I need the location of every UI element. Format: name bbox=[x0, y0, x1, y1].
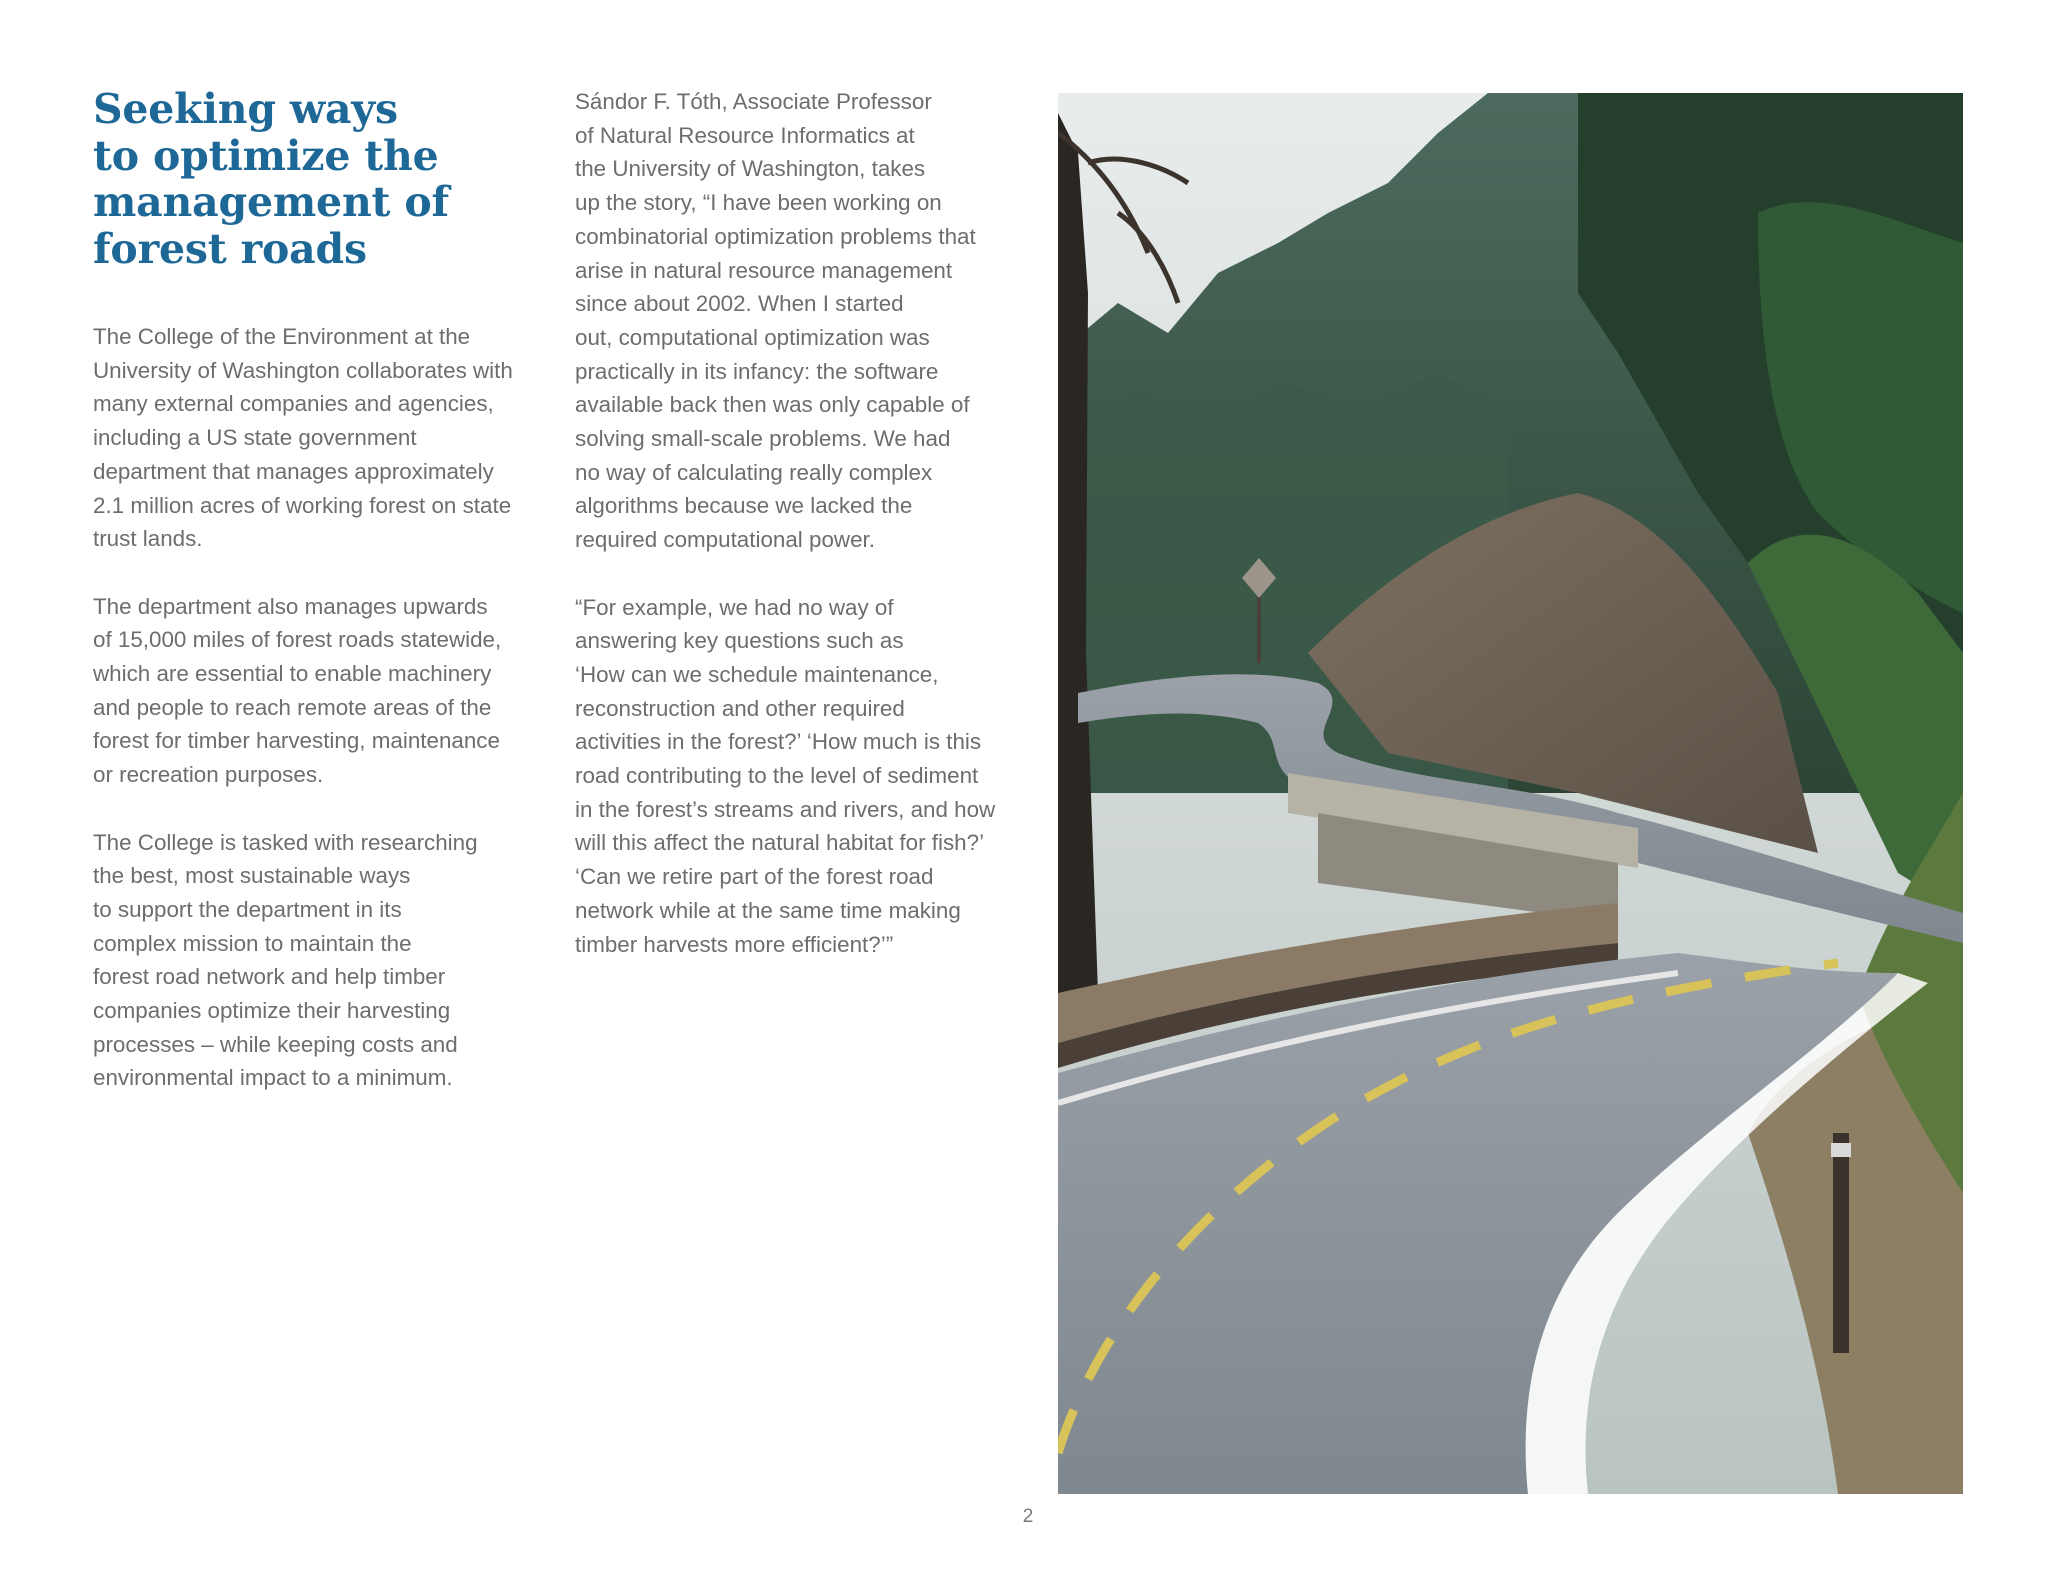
paragraph-line: required computational power. bbox=[575, 527, 875, 553]
body-paragraph bbox=[93, 826, 533, 1096]
paragraph-line: forest for timber harvesting, maintenance bbox=[93, 728, 500, 754]
paragraph-line: and people to reach remote areas of the bbox=[93, 694, 492, 720]
forest-road-photo-icon bbox=[1058, 93, 1963, 1494]
paragraph-line: since about 2002. When I started bbox=[575, 291, 904, 317]
paragraph-line: The College of the Environment at the bbox=[93, 324, 471, 349]
paragraph-line: timber harvests more efficient?’” bbox=[575, 931, 894, 957]
body-paragraph bbox=[575, 85, 1015, 557]
paragraph-line: ‘How can we schedule maintenance, bbox=[575, 661, 939, 687]
paragraph-line: the University of Washington, takes bbox=[575, 156, 926, 182]
page-number: 2 bbox=[1022, 1506, 1034, 1527]
headline-line: Seeking ways bbox=[93, 85, 398, 133]
paragraph-line: University of Washington collaborates with bbox=[93, 357, 513, 383]
paragraph-line: 2.1 million acres of working forest on state bbox=[93, 492, 512, 518]
body-paragraph bbox=[93, 320, 533, 556]
paragraph-line: activities in the forest?’ ‘How much is this bbox=[575, 729, 982, 755]
left-column bbox=[93, 320, 533, 1129]
paragraph-line: network while at the same time making bbox=[575, 897, 961, 923]
paragraph-line: many external companies and agencies, bbox=[93, 391, 494, 417]
paragraph-line: the best, most sustainable ways bbox=[93, 863, 411, 889]
forest-road-photo bbox=[1058, 93, 1963, 1494]
paragraph-line: no way of calculating really complex bbox=[575, 459, 933, 485]
headline-line: forest roads bbox=[93, 224, 367, 273]
headline-line: management of bbox=[93, 178, 449, 226]
paragraph-line: Sándor F. Tóth, Associate Professor bbox=[575, 89, 932, 114]
paragraph-line: solving small-scale problems. We had bbox=[575, 426, 951, 452]
paragraph-line: The College is tasked with researching bbox=[93, 829, 478, 855]
headline-line: to optimize the bbox=[93, 131, 439, 180]
paragraph-line: will this affect the natural habitat for fish?’ bbox=[575, 830, 985, 856]
paragraph-line: companies optimize their harvesting bbox=[93, 998, 451, 1024]
body-paragraph bbox=[575, 591, 1015, 962]
paragraph-line: of Natural Resource Informatics at bbox=[575, 122, 915, 148]
paragraph-line: practically in its infancy: the software bbox=[575, 358, 939, 384]
paragraph-line: in the forest’s streams and rivers, and how bbox=[575, 796, 996, 822]
paragraph-line: department that manages approximately bbox=[93, 458, 494, 484]
paragraph-line: combinatorial optimization problems that bbox=[575, 223, 976, 249]
paragraph-line: algorithms because we lacked the bbox=[575, 493, 913, 519]
paragraph-line: processes – while keeping costs and bbox=[93, 1031, 458, 1057]
body-paragraph bbox=[93, 590, 533, 792]
paragraph-line: complex mission to maintain the bbox=[93, 930, 412, 956]
paragraph-line: road contributing to the level of sediment bbox=[575, 763, 979, 789]
paragraph-line: answering key questions such as bbox=[575, 628, 904, 654]
paragraph-line: trust lands. bbox=[93, 526, 203, 552]
paragraph-line: arise in natural resource management bbox=[575, 257, 953, 283]
paragraph-line: reconstruction and other required bbox=[575, 695, 905, 721]
paragraph-line: “For example, we had no way of bbox=[575, 594, 894, 620]
paragraph-line: which are essential to enable machinery bbox=[93, 661, 492, 687]
paragraph-line: up the story, “I have been working on bbox=[575, 190, 942, 216]
paragraph-line: available back then was only capable of bbox=[575, 392, 970, 418]
paragraph-line: forest road network and help timber bbox=[93, 964, 446, 990]
paragraph-line: environmental impact to a minimum. bbox=[93, 1065, 453, 1091]
headline bbox=[93, 86, 513, 272]
paragraph-line: to support the department in its bbox=[93, 896, 402, 922]
paragraph-line: including a US state government bbox=[93, 425, 417, 451]
paragraph-line: or recreation purposes. bbox=[93, 762, 324, 788]
paragraph-line: of 15,000 miles of forest roads statewide, bbox=[93, 627, 502, 653]
middle-column bbox=[575, 85, 1015, 995]
paragraph-line: out, computational optimization was bbox=[575, 324, 930, 350]
paragraph-line: The department also manages upwards bbox=[93, 593, 488, 619]
paragraph-line: ‘Can we retire part of the forest road bbox=[575, 864, 934, 890]
